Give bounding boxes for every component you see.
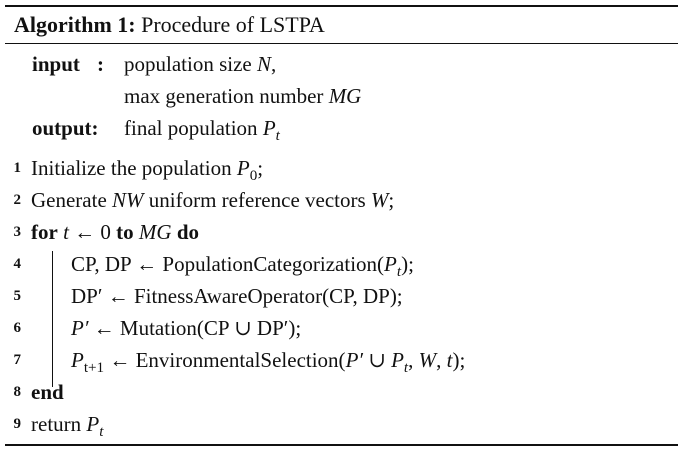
end-keyword: end bbox=[31, 380, 64, 404]
line-number: 8 bbox=[13, 384, 21, 400]
algorithm-number: Algorithm 1: bbox=[14, 12, 136, 37]
line-content: Generate NW uniform reference vectors W; bbox=[31, 188, 395, 212]
line-content: CP, DP ← $PopulationCategorization(P_t)$; bbox=[71, 252, 414, 281]
line-number: 6 bbox=[13, 320, 21, 336]
line-number: 1 bbox=[13, 160, 21, 176]
line-content: return $P_t$ bbox=[31, 412, 104, 441]
input-text-1: population size N, bbox=[124, 52, 277, 76]
header-rule bbox=[5, 43, 678, 44]
output-label: output: bbox=[32, 116, 99, 140]
line-content: P′ ← Mutation(CP ∪ DP′); bbox=[71, 316, 302, 340]
to-keyword: to bbox=[116, 220, 134, 244]
output-text: final population $P_t$ bbox=[124, 116, 280, 145]
line-content: $P_{t+1}$ ← EnvironmentalSelection(P′ ∪ $P_t$, W, t); bbox=[71, 348, 466, 377]
line-content: for t ← 0 to MG do bbox=[31, 220, 200, 244]
do-keyword: do bbox=[176, 220, 200, 244]
line-number: 4 bbox=[13, 256, 21, 272]
line-content: Initialize the population $P_0$; bbox=[31, 156, 264, 185]
line-content: DP′ ← FitnessAwareOperator(CP, DP); bbox=[71, 284, 403, 308]
loop-body-bar bbox=[52, 251, 53, 387]
input-label: input bbox=[32, 52, 80, 76]
line-number: 2 bbox=[13, 192, 21, 208]
algorithm-title: Procedure of LSTPA bbox=[141, 12, 325, 37]
input-text-2: max generation number MG bbox=[124, 84, 362, 108]
line-number: 7 bbox=[13, 352, 21, 368]
algorithm-header bbox=[14, 12, 325, 38]
algorithm-box bbox=[5, 5, 678, 446]
line-number: 3 bbox=[13, 224, 21, 240]
line-number: 9 bbox=[13, 416, 21, 432]
for-keyword: for bbox=[31, 220, 58, 244]
line-number: 5 bbox=[13, 288, 21, 304]
input-colon: : bbox=[97, 52, 104, 76]
